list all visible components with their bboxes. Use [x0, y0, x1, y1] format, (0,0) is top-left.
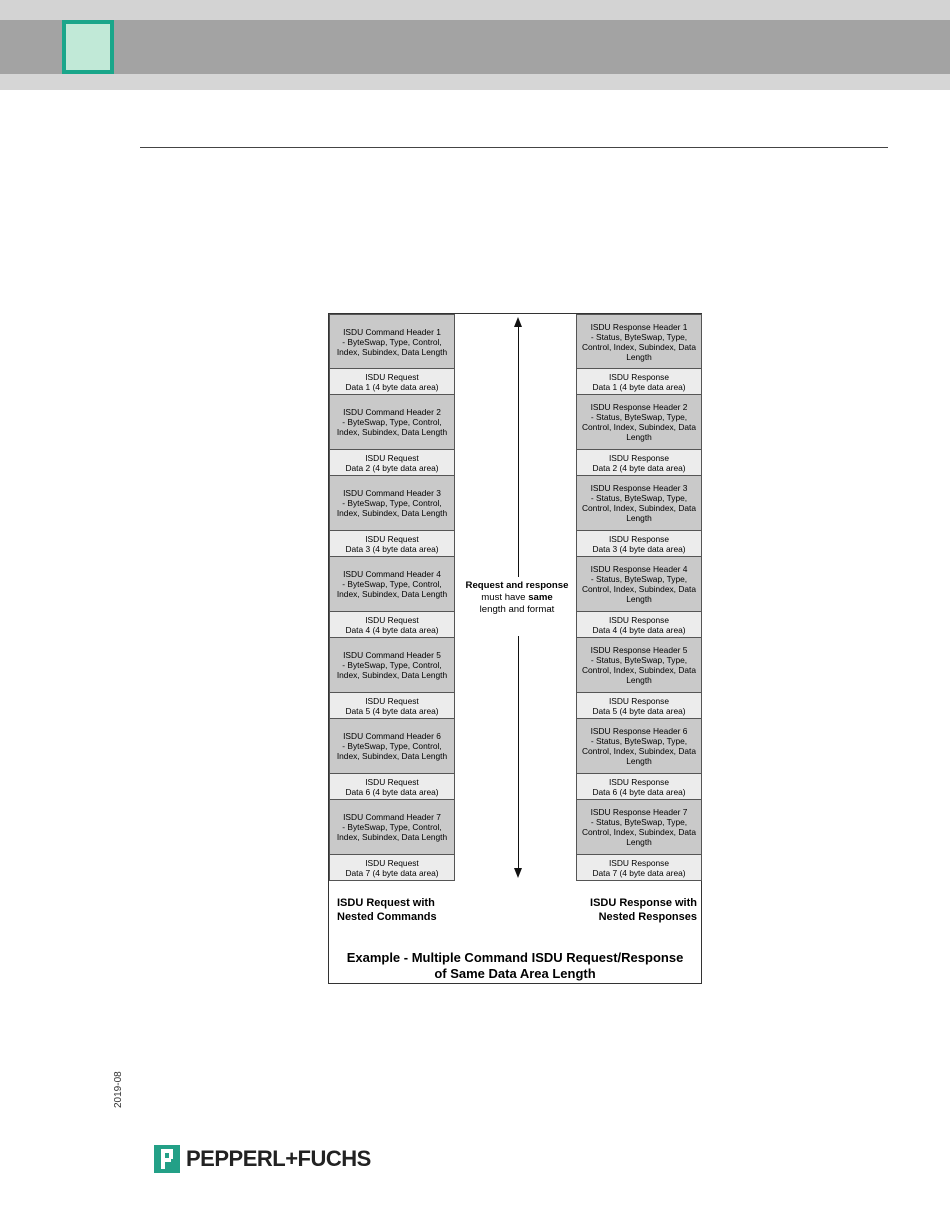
- arrow-line-bottom: [518, 636, 519, 870]
- request-data-box: ISDU Request Data 3 (4 byte data area): [329, 531, 455, 557]
- request-header-box: ISDU Command Header 4 - ByteSwap, Type, Control, Index, Subindex, Data Length: [329, 557, 455, 612]
- header-rule: [140, 147, 888, 148]
- response-header-box: ISDU Response Header 4 - Status, ByteSwap, Type, Control, Index, Subindex, Data Length: [576, 557, 702, 612]
- request-data-box: ISDU Request Data 4 (4 byte data area): [329, 612, 455, 638]
- response-column: [576, 314, 702, 881]
- top-light-band: [0, 0, 950, 20]
- pepperl-fuchs-logo-icon: [154, 1145, 180, 1173]
- request-header-box: ISDU Command Header 5 - ByteSwap, Type, Control, Index, Subindex, Data Length: [329, 638, 455, 693]
- chapter-marker-icon: [62, 20, 114, 74]
- header-band: [0, 20, 950, 74]
- response-header-box: ISDU Response Header 1 - Status, ByteSwap, Type, Control, Index, Subindex, Data Length: [576, 314, 702, 369]
- response-header-box: ISDU Response Header 3 - Status, ByteSwap, Type, Control, Index, Subindex, Data Length: [576, 476, 702, 531]
- arrow-line-top: [518, 324, 519, 577]
- response-data-box: ISDU Response Data 4 (4 byte data area): [576, 612, 702, 638]
- response-data-box: ISDU Response Data 7 (4 byte data area): [576, 855, 702, 881]
- brand-logo: [154, 1144, 371, 1174]
- request-data-box: ISDU Request Data 6 (4 byte data area): [329, 774, 455, 800]
- request-header-box: ISDU Command Header 7 - ByteSwap, Type, Control, Index, Subindex, Data Length: [329, 800, 455, 855]
- response-data-box: ISDU Response Data 3 (4 byte data area): [576, 531, 702, 557]
- request-header-box: ISDU Command Header 6 - ByteSwap, Type, Control, Index, Subindex, Data Length: [329, 719, 455, 774]
- response-data-box: ISDU Response Data 6 (4 byte data area): [576, 774, 702, 800]
- request-column: [329, 314, 455, 881]
- middle-note-line3: length and format: [479, 604, 555, 615]
- response-header-box: ISDU Response Header 5 - Status, ByteSwap, Type, Control, Index, Subindex, Data Length: [576, 638, 702, 693]
- response-header-box: ISDU Response Header 2 - Status, ByteSwap, Type, Control, Index, Subindex, Data Length: [576, 395, 702, 450]
- middle-note-line1: Request and response: [465, 580, 569, 591]
- request-data-box: ISDU Request Data 1 (4 byte data area): [329, 369, 455, 395]
- response-footer: ISDU Response with Nested Responses: [590, 897, 697, 923]
- request-data-box: ISDU Request Data 5 (4 byte data area): [329, 693, 455, 719]
- request-header-box: ISDU Command Header 2 - ByteSwap, Type, Control, Index, Subindex, Data Length: [329, 395, 455, 450]
- isdu-diagram: [328, 313, 702, 984]
- middle-note-line2-prefix: must have: [481, 592, 529, 603]
- response-header-box: ISDU Response Header 7 - Status, ByteSwap, Type, Control, Index, Subindex, Data Length: [576, 800, 702, 855]
- brand-name: PEPPERL+FUCHS: [186, 1146, 371, 1171]
- response-header-box: ISDU Response Header 6 - Status, ByteSwap, Type, Control, Index, Subindex, Data Length: [576, 719, 702, 774]
- request-header-box: ISDU Command Header 3 - ByteSwap, Type, Control, Index, Subindex, Data Length: [329, 476, 455, 531]
- request-header-box: ISDU Command Header 1 - ByteSwap, Type, Control, Index, Subindex, Data Length: [329, 314, 455, 369]
- lower-light-band: [0, 74, 950, 90]
- middle-note-line2: [457, 592, 577, 604]
- middle-note-line2-bold: same: [528, 592, 553, 603]
- request-data-box: ISDU Request Data 2 (4 byte data area): [329, 450, 455, 476]
- request-footer: ISDU Request with Nested Commands: [337, 897, 437, 923]
- response-data-box: ISDU Response Data 5 (4 byte data area): [576, 693, 702, 719]
- date-code: 2019-08: [113, 1071, 124, 1108]
- middle-note: [457, 580, 577, 616]
- request-data-box: ISDU Request Data 7 (4 byte data area): [329, 855, 455, 881]
- response-data-box: ISDU Response Data 2 (4 byte data area): [576, 450, 702, 476]
- response-data-box: ISDU Response Data 1 (4 byte data area): [576, 369, 702, 395]
- figure-caption: Example - Multiple Command ISDU Request/Response of Same Data Area Length: [346, 950, 684, 981]
- arrow-down-icon: [514, 868, 522, 878]
